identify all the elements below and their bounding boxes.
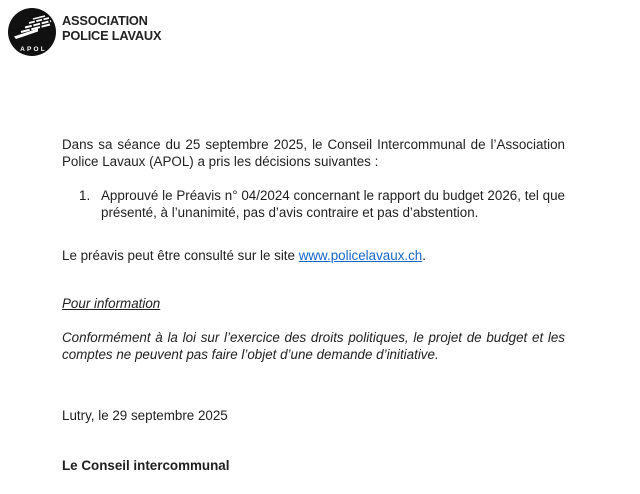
consult-suffix: . [422, 248, 426, 263]
apol-logo-graphic [8, 8, 56, 56]
consult-line [62, 247, 565, 264]
org-name [62, 13, 161, 43]
signature-line: Le Conseil intercommunal [62, 458, 230, 473]
apol-logo [8, 8, 56, 56]
letter-body [62, 136, 565, 474]
org-name-line1: ASSOCIATION [62, 13, 148, 28]
info-heading: Pour information [62, 296, 161, 311]
decision-list-item [62, 187, 565, 221]
decision-text: Approuvé le Préavis n° 04/2024 concernant le rapport du budget 2026, tel que présenté, à l’unanimité, pas d’avis contraire et pas d’abstention. [101, 188, 565, 220]
date-line: Lutry, le 29 septembre 2025 [62, 408, 228, 423]
intro-paragraph: Dans sa séance du 25 septembre 2025, le Conseil Intercommunal de l’Association Police Lavaux (APOL) a pris les décisions suivantes : [62, 137, 565, 169]
letterhead [0, 0, 640, 60]
website-link[interactable]: www.policelavaux.ch [298, 248, 423, 263]
org-name-line2: POLICE LAVAUX [62, 28, 162, 43]
logo-acronym: APOL [20, 46, 47, 53]
decision-number: 1. [79, 188, 91, 203]
consult-prefix: Le préavis peut être consulté sur le site [62, 248, 299, 263]
info-paragraph: Conformément à la loi sur l’exercice des droits politiques, le projet de budget et les comptes ne peuvent pas faire l’objet d’une demande d’initiative. [62, 330, 565, 362]
